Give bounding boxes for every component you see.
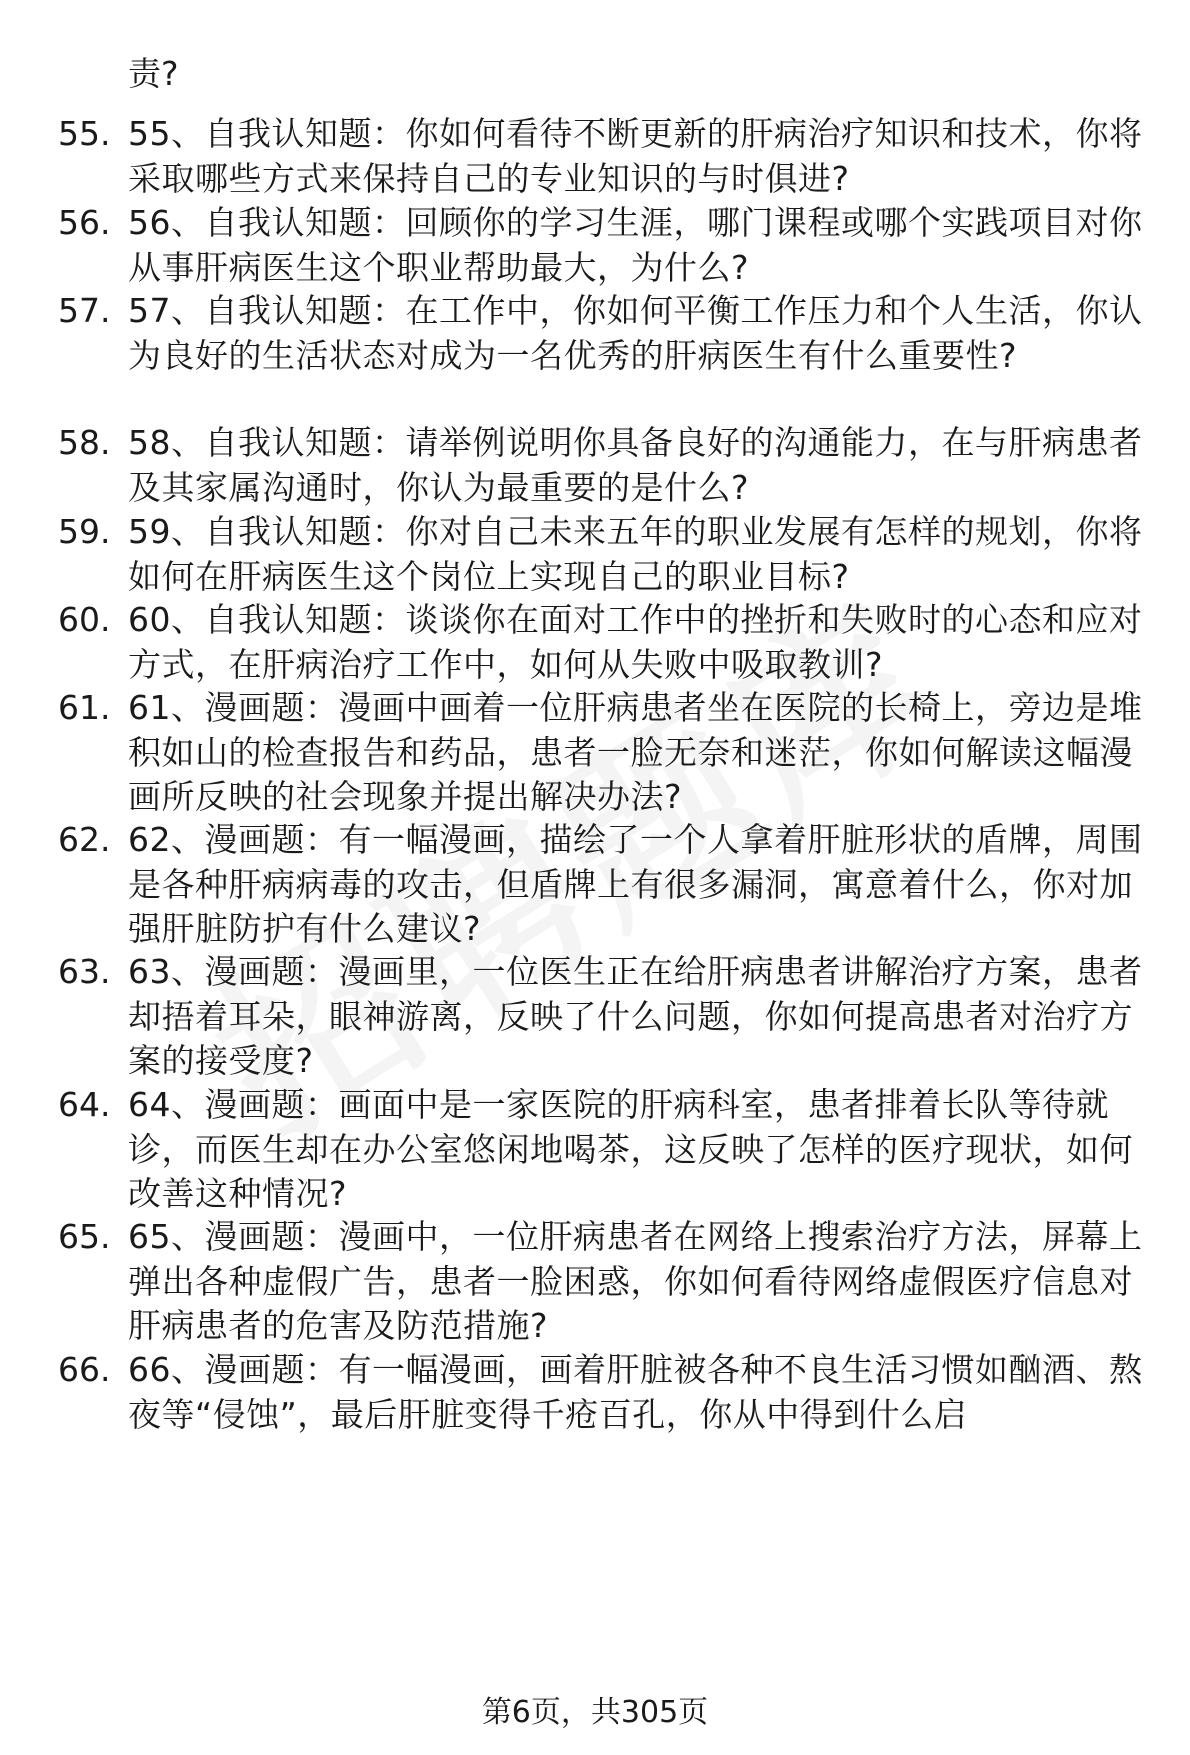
item-text: 60、自我认知题：谈谈你在面对工作中的挫折和失败时的心态和应对方式，在肝病治疗工作中，如何从失败中吸取教训? [128, 600, 1143, 684]
item-text: 55、自我认知题：你如何看待不断更新的肝病治疗知识和技术，你将采取哪些方式来保持自己的专业知识的与时俱进? [128, 114, 1143, 198]
item-number: 64. [58, 1085, 111, 1124]
continuation-text: 责? [128, 54, 179, 93]
item-number: 60. [58, 600, 111, 639]
item-number: 66. [58, 1350, 111, 1389]
item-number: 56. [58, 203, 111, 242]
item-number: 57. [58, 291, 111, 330]
item-text: 62、漫画题：有一幅漫画，描绘了一个人拿着肝脏形状的盾牌，周围是各种肝病病毒的攻击，但盾牌上有很多漏洞，寓意着什么，你对加强肝脏防护有什么建议? [128, 820, 1143, 948]
item-number: 62. [58, 820, 111, 859]
item-text: 58、自我认知题：请举例说明你具备良好的沟通能力，在与肝病患者及其家属沟通时，你认为最重要的是什么? [128, 423, 1143, 507]
item-text: 63、漫画题：漫画里，一位医生正在给肝病患者讲解治疗方案，患者却捂着耳朵，眼神游离，反映了什么问题，你如何提高患者对治疗方案的接受度? [128, 952, 1143, 1080]
item-text: 61、漫画题：漫画中画着一位肝病患者坐在医院的长椅上，旁边是堆积如山的检查报告和药品，患者一脸无奈和迷茫，你如何解读这幅漫画所反映的社会现象并提出解决办法? [128, 688, 1143, 816]
page-footer: 第6页，共305页 [481, 1695, 709, 1730]
item-text: 59、自我认知题：你对自己未来五年的职业发展有怎样的规划，你将如何在肝病医生这个岗位上实现自己的职业目标? [128, 512, 1143, 596]
item-text: 56、自我认知题：回顾你的学习生涯，哪门课程或哪个实践项目对你从事肝病医生这个职业帮助最大，为什么? [128, 203, 1143, 287]
item-number: 61. [58, 688, 111, 727]
item-number: 65. [58, 1217, 111, 1256]
item-text: 66、漫画题：有一幅漫画，画着肝脏被各种不良生活习惯如酗酒、熬夜等“侵蚀”，最后肝脏变得千疮百孔，你从中得到什么启 [128, 1350, 1143, 1434]
item-number: 63. [58, 952, 111, 991]
item-text: 57、自我认知题：在工作中，你如何平衡工作压力和个人生活，你认为良好的生活状态对成为一名优秀的肝病医生有什么重要性? [128, 291, 1143, 375]
item-number: 59. [58, 512, 111, 551]
item-text: 64、漫画题：画面中是一家医院的肝病科室，患者排着长队等待就诊，而医生却在办公室悠闲地喝茶，这反映了怎样的医疗现状，如何改善这种情况? [128, 1085, 1133, 1213]
item-number: 58. [58, 423, 111, 462]
item-text: 65、漫画题：漫画中，一位肝病患者在网络上搜索治疗方法，屏幕上弹出各种虚假广告，患者一脸困惑，你如何看待网络虚假医疗信息对肝病患者的危害及防范措施? [128, 1217, 1143, 1345]
item-number: 55. [58, 114, 111, 153]
